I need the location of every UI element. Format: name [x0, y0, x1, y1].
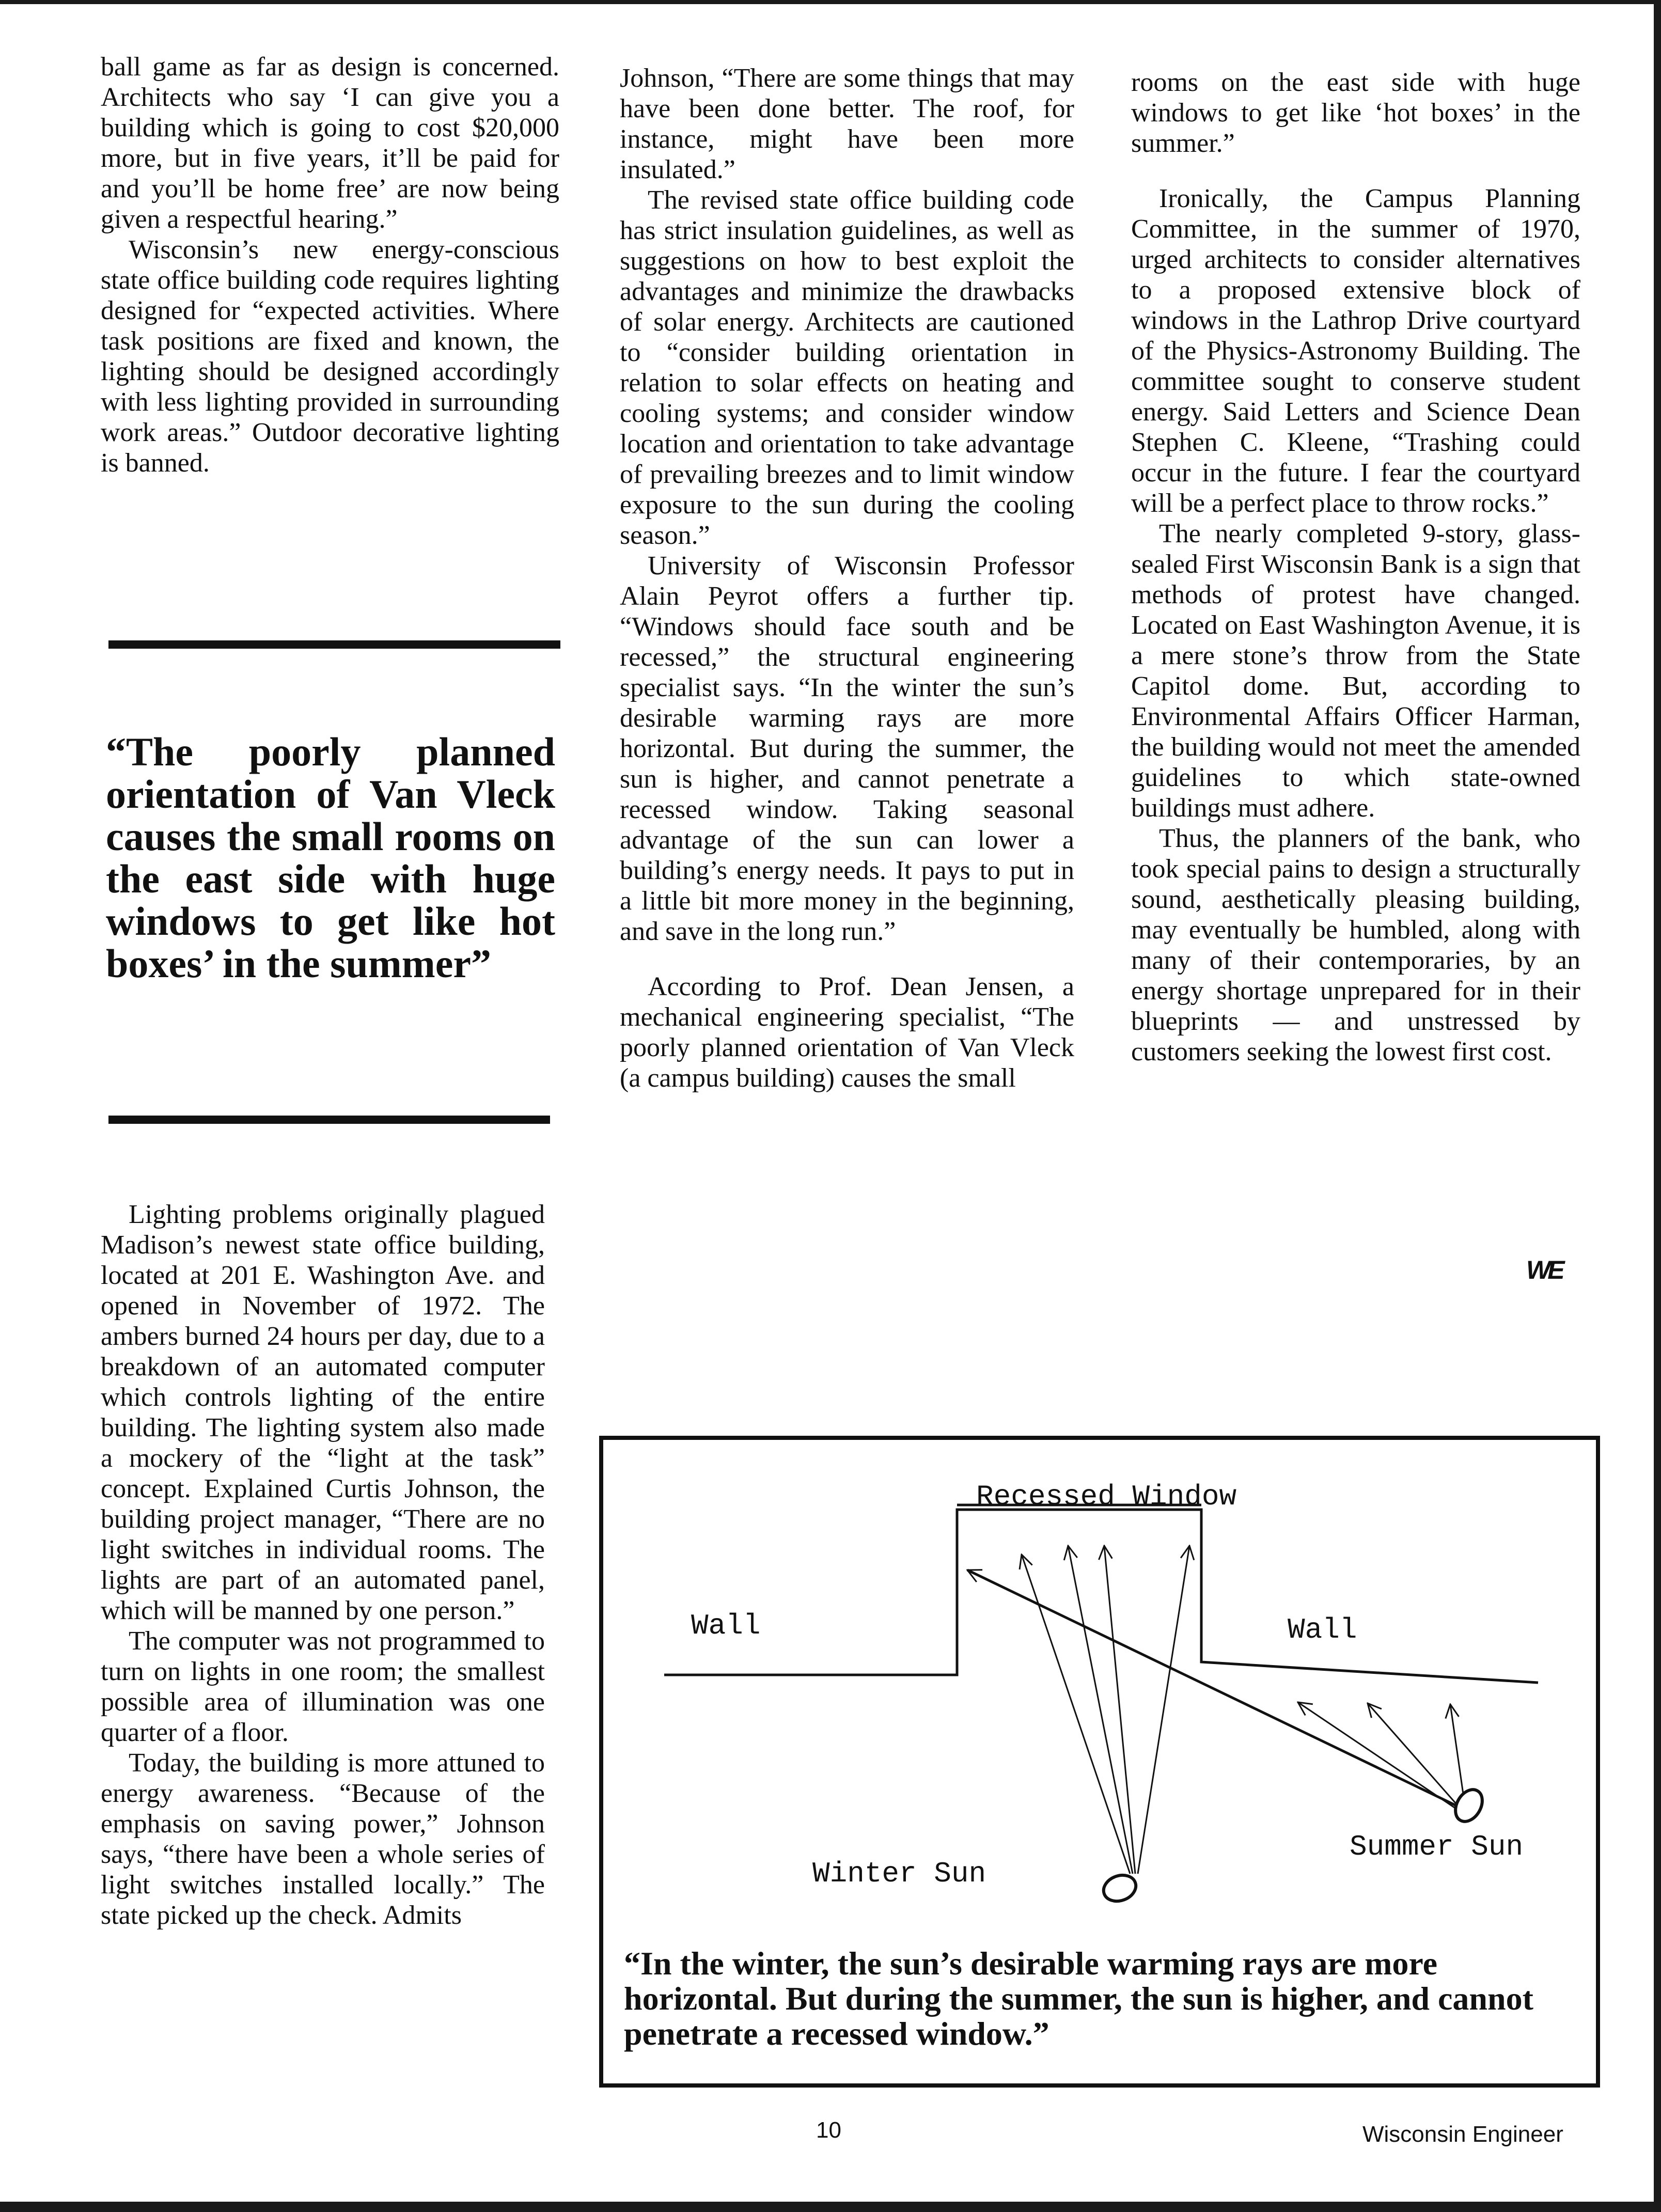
- column-3: [1131, 67, 1580, 1067]
- paragraph: ball game as far as design is concerned. Architects who say ‘I can give you a building which is going to cost $20,000 more, but in five years, it’ll be paid for and you’ll be home free’ are now being given a respectful hearing.”: [101, 52, 559, 234]
- figure-box: [599, 1436, 1600, 2088]
- page-number: 10: [816, 2117, 841, 2143]
- wall-left-line: [664, 1510, 1538, 1683]
- paragraph: The revised state office building code has strict insulation guidelines, as well as suggestions on how to best exploit the advantages and minimize the drawbacks of solar energy. Architects are cautioned to “consider building orientation in relation to solar effects on heating and cooling systems; and consider window location and orientation to take advantage of prevailing breezes and to limit window exposure to the sun during the cooling season.”: [620, 185, 1074, 550]
- scan-edge-right: [1654, 0, 1661, 2212]
- figure-caption: “In the winter, the sun’s desirable warming rays are more horizontal. But during the summer, the sun is higher, and cannot penetrate a recessed window.”: [624, 1945, 1533, 2052]
- winter-ray: [1138, 1546, 1189, 1874]
- label-recessed-window: Recessed Window: [976, 1480, 1237, 1513]
- we-end-logo: WE: [1526, 1256, 1562, 1284]
- paragraph: Johnson, “There are some things that may have been done better. The roof, for instance, might have been more insulated.”: [620, 64, 1074, 184]
- column-2: [620, 63, 1074, 1093]
- magazine-name: Wisconsin Engineer: [1362, 2122, 1563, 2147]
- winter-ray: [1068, 1546, 1133, 1874]
- winter-ray: [1022, 1555, 1130, 1874]
- scan-edge-bottom: [0, 2202, 1661, 2212]
- label-wall-right: Wall: [1288, 1613, 1357, 1646]
- label-wall-left: Wall: [691, 1609, 761, 1642]
- summer-ray-long: [967, 1570, 1466, 1810]
- scan-edge-top: [0, 0, 1661, 4]
- pull-quote: “The poorly planned orientation of Van Vleck causes the small rooms on the east side with huge windows to get like hot boxes’ in the summer”: [106, 729, 555, 986]
- paragraph: Ironically, the Campus Planning Committee, in the summer of 1970, urged architects to consider alternatives to a proposed extensive block of windows in the Lathrop Drive courtyard of the Physics-Astronomy Building. The committee sought to conserve student energy. Said Letters and Science Dean Stephen C. Kleene, “Trashing could occur in the future. I fear the courtyard will be a perfect place to throw rocks.”: [1131, 184, 1580, 518]
- winter-sun-icon: [1100, 1871, 1140, 1906]
- paragraph: According to Prof. Dean Jensen, a mechanical engineering specialist, “The poorly planned orientation of Van Vleck (a campus building) causes the small: [620, 972, 1074, 1093]
- label-summer-sun: Summer Sun: [1350, 1830, 1524, 1863]
- column-1-bottom: [101, 1199, 545, 1931]
- pull-quote-rule-top: [108, 640, 560, 649]
- paragraph: Lighting problems originally plagued Madison’s newest state office building, located at 201 E. Washington Ave. and opened in November of 1972. The ambers burned 24 hours per day, due to a breakdown of an automated computer which controls lighting of the entire building. The lighting system also made a mockery of the “light at the task” concept. Explained Curtis Johnson, the building project manager, “There are no light switches in individual rooms. The lights are part of an automated panel, which will be manned by one person.”: [101, 1200, 545, 1625]
- recessed-window-diagram: [603, 1440, 1596, 1936]
- paragraph: The computer was not programmed to turn on lights in one room; the smallest possible area of illumination was one quarter of a floor.: [101, 1626, 545, 1747]
- paragraph: The nearly completed 9-story, glass-sealed First Wisconsin Bank is a sign that methods of protest have changed. Located on East Washington Avenue, it is a mere stone’s throw from the State Capitol dome. But, according to Environmental Affairs Officer Harman, the building would not meet the amended guidelines to which state-owned buildings must adhere.: [1131, 519, 1580, 823]
- label-winter-sun: Winter Sun: [812, 1857, 986, 1890]
- paragraph: rooms on the east side with huge windows to get like ‘hot boxes’ in the summer.”: [1131, 68, 1580, 158]
- paragraph: Wisconsin’s new energy-conscious state office building code requires lighting designed for “expected activities. Where task positions are fixed and known, the lighting should be designed accordingly with less lighting provided in surrounding work areas.” Outdoor decorative lighting is banned.: [101, 235, 559, 478]
- winter-ray: [1104, 1546, 1135, 1874]
- pull-quote-rule-bottom: [108, 1116, 550, 1124]
- column-1-top: [101, 52, 559, 478]
- paragraph: Thus, the planners of the bank, who took special pains to design a structurally sound, aesthetically pleasing building, may eventually be humbled, along with many of their contemporaries, by an energy shortage unprepared for in their blueprints — and unstressed by customers seeking the lowest first cost.: [1131, 824, 1580, 1066]
- summer-sun-icon: [1450, 1785, 1488, 1826]
- paragraph: Today, the building is more attuned to energy awareness. “Because of the emphasis on saving power,” Johnson says, “there have been a whole series of light switches installed locally.” The state picked up the check. Admits: [101, 1748, 545, 1930]
- summer-ray: [1368, 1703, 1463, 1812]
- paragraph: University of Wisconsin Professor Alain Peyrot offers a further tip. “Windows should face south and be recessed,” the structural engineering specialist says. “In the winter the sun’s desirable warming rays are more horizontal. But during the summer, the sun is higher, and cannot penetrate a recessed window. Taking seasonal advantage of the sun can lower a building’s energy needs. It pays to put in a little bit more money in the beginning, and save in the long run.”: [620, 551, 1074, 946]
